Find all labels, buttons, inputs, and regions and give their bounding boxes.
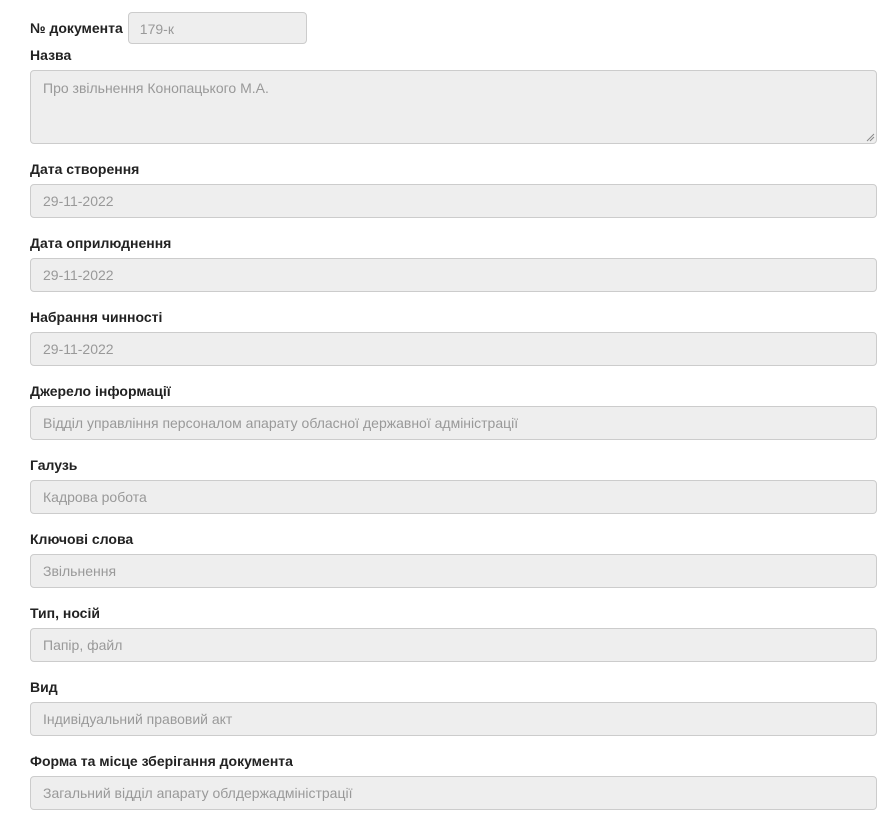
created-label: Дата створення (30, 161, 140, 177)
effective-field[interactable]: 29-11-2022 (30, 332, 877, 366)
published-field[interactable]: 29-11-2022 (30, 258, 877, 292)
keywords-label: Ключові слова (30, 531, 134, 547)
kind-field[interactable]: Індивідуальний правовий акт (30, 702, 877, 736)
doc-number-row (30, 11, 307, 45)
type-medium-label: Тип, носій (30, 605, 100, 621)
title-textarea[interactable] (30, 70, 877, 144)
storage-field[interactable]: Загальний відділ апарату облдержадміністрації (30, 776, 877, 810)
branch-label: Галузь (30, 457, 78, 473)
effective-label: Набрання чинності (30, 309, 163, 325)
keywords-field[interactable]: Звільнення (30, 554, 877, 588)
source-field[interactable]: Відділ управління персоналом апарату обласної державної адміністрації (30, 406, 877, 440)
title-label: Назва (30, 47, 72, 63)
source-label: Джерело інформації (30, 383, 171, 399)
kind-label: Вид (30, 679, 58, 695)
created-field[interactable]: 29-11-2022 (30, 184, 877, 218)
doc-number-label: № документа (30, 20, 123, 36)
published-label: Дата оприлюднення (30, 235, 172, 251)
doc-number-field[interactable]: 179-к (128, 12, 307, 44)
storage-label: Форма та місце зберігання документа (30, 753, 293, 769)
resize-grip-icon[interactable] (865, 132, 875, 142)
type-medium-field[interactable]: Папір, файл (30, 628, 877, 662)
title-value: Про звільнення Конопацького М.А. (43, 80, 269, 96)
branch-field[interactable]: Кадрова робота (30, 480, 877, 514)
